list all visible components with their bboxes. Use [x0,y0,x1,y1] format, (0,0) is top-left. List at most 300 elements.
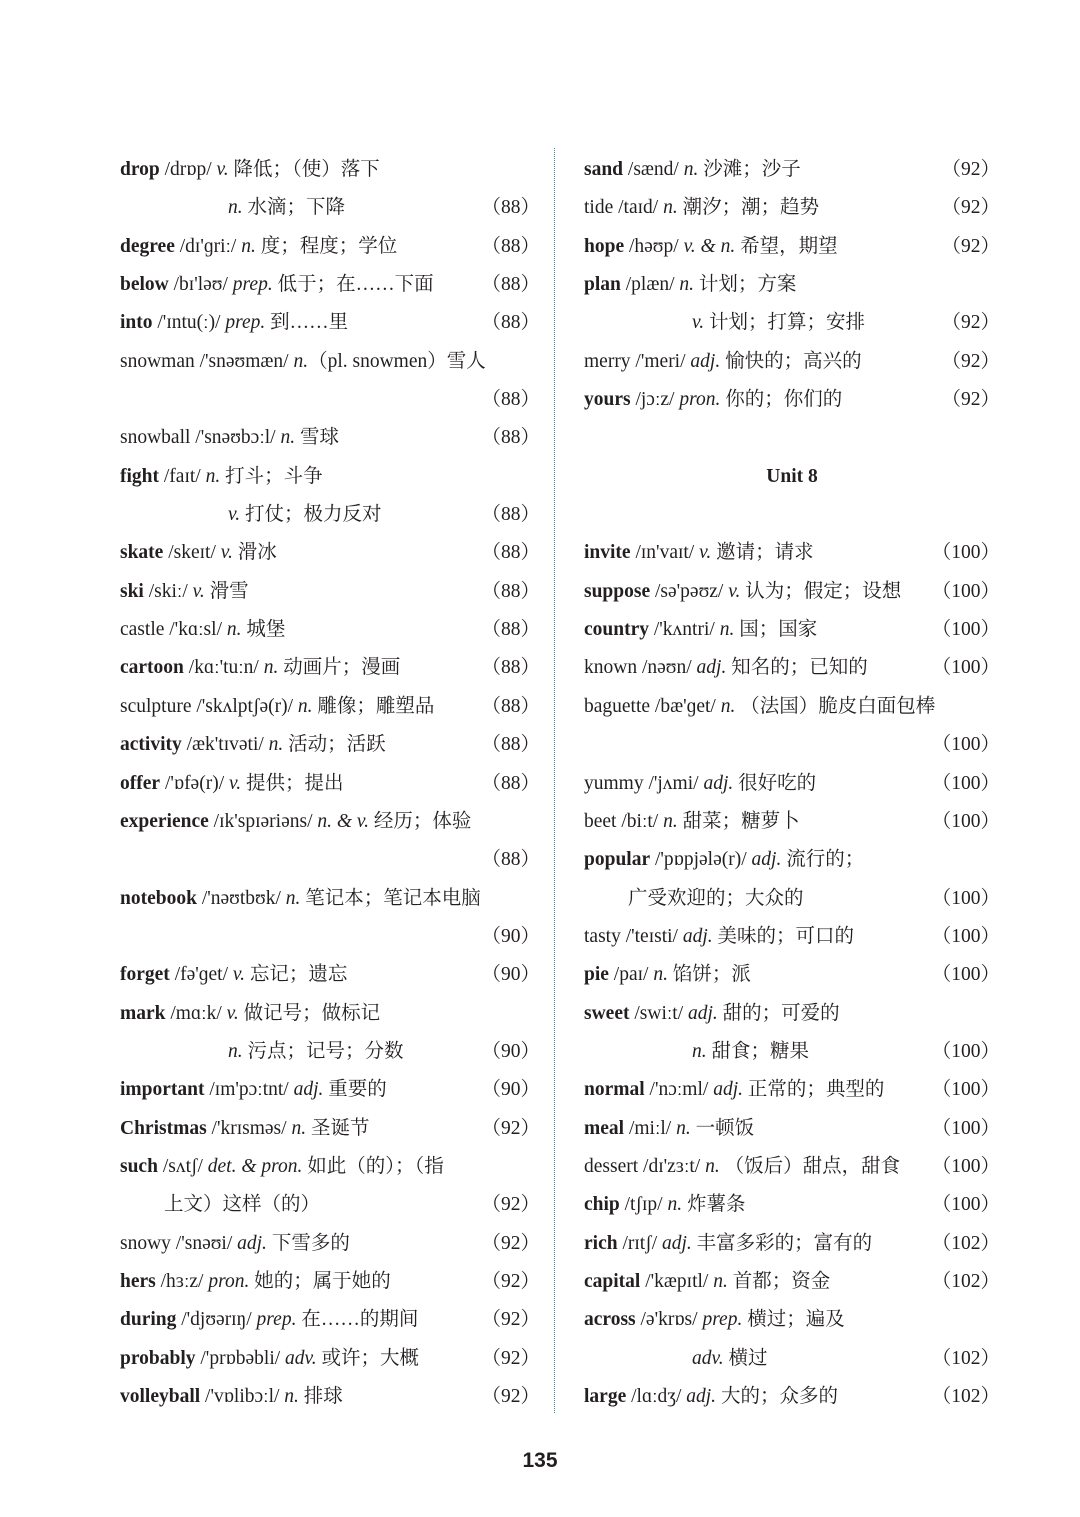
part-of-speech: v. [699,542,712,564]
headword: mark [120,1002,166,1024]
page-reference: （90） [481,964,540,986]
part-of-speech: n. [228,1040,243,1062]
vocab-entry [120,1071,540,1109]
headword: normal [584,1079,645,1101]
page-reference: （102） [931,1232,1000,1254]
pronunciation: /ɪm'pɔːtnt/ [204,1079,294,1101]
vocab-entry [120,1033,540,1071]
part-of-speech: adj. [696,657,727,679]
definition: 正常的；典型的 [742,1079,885,1101]
vocab-entry [120,228,540,266]
vocab-entry [120,534,540,572]
vocab-entry [584,228,1000,266]
column-divider [554,148,555,1413]
vocab-entry [584,381,1000,419]
headword-with-pronunciation: known /nəʊn/ [584,657,697,679]
page-reference: （102） [931,1347,1000,1369]
part-of-speech: adj. [293,1079,324,1101]
pronunciation: /'nəʊtbʊk/ [196,887,286,909]
vocab-entry [584,803,1000,841]
page-reference: （92） [481,1232,540,1254]
vocab-entry [584,880,1000,918]
page-reference: （88） [481,427,540,449]
vocab-entry [120,1378,540,1416]
part-of-speech: n. [226,619,242,641]
page-reference: （100） [931,1117,1000,1139]
definition: （饭后）甜点，甜食 [719,1155,901,1177]
definition: 炸薯条 [682,1194,746,1216]
vocab-entry [584,918,1000,956]
definition: 城堡 [241,619,286,641]
pronunciation: /'vɒlibɔːl/ [200,1386,285,1407]
part-of-speech: pron. [208,1270,250,1292]
page-reference: （100） [931,542,1000,564]
definition: 甜菜；糖萝卜 [677,810,800,832]
definition: 污点；记号；分数 [242,1040,404,1062]
part-of-speech: adj. [713,1079,743,1101]
pronunciation: /'ɪntu(ː)/ [152,312,226,334]
part-of-speech: adj. [237,1232,267,1254]
headword: invite [584,542,631,564]
definition: 经历；体验 [369,810,472,832]
definition: 提供；提出 [241,772,344,794]
vocab-entry [120,343,540,381]
vocab-entry [584,1148,1000,1186]
part-of-speech: adj. [690,350,721,372]
definition: 做记号；做标记 [238,1002,381,1024]
pronunciation: /sə'pəʊz/ [650,580,729,602]
vocab-entry [120,266,540,304]
headword: volleyball [120,1386,201,1407]
headword-with-pronunciation: yummy /'jʌmi/ [584,772,704,794]
part-of-speech: adv. [692,1347,724,1369]
headword: skate [120,542,164,564]
part-of-speech: prep. [232,274,273,296]
part-of-speech: v. [232,964,245,986]
page-reference: （88） [481,619,540,641]
definition: 甜食；糖果 [706,1040,810,1062]
part-of-speech: n. [297,695,313,717]
page-reference: （100） [931,1079,1000,1101]
vocab-entry [584,151,1000,189]
part-of-speech: v. [220,542,233,564]
headword: sand [584,159,624,180]
vocab-entry [584,1071,1000,1109]
definition: 流行的； [781,849,865,871]
headword: experience [120,810,209,832]
vocab-entry [584,1186,1000,1224]
part-of-speech: v. [226,1002,239,1024]
pronunciation: /ə'krɒs/ [635,1309,703,1331]
pronunciation: /ɪk'spɪəriəns/ [208,810,318,832]
pronunciation: /'krɪsməs/ [206,1117,292,1139]
part-of-speech: n. [663,197,678,219]
part-of-speech: n. [263,657,279,679]
definition: （法国）脆皮白面包棒 [735,695,936,717]
page-reference: （92） [481,1117,540,1139]
part-of-speech: v. [728,580,741,602]
vocab-entry [120,1340,540,1378]
vocab-entry [584,1301,1000,1339]
pronunciation: /swiːt/ [629,1002,688,1024]
part-of-speech: prep. [225,312,266,334]
page-reference: （88） [481,849,540,871]
headword: country [584,619,649,641]
headword: notebook [120,887,197,909]
headword: activity [120,734,182,756]
pronunciation: /sænd/ [623,159,684,180]
pronunciation: /sʌtʃ/ [157,1155,208,1177]
headword-with-pronunciation: tasty /'teɪsti/ [584,925,683,947]
headword: plan [584,274,621,296]
definition: 活动；活跃 [283,734,386,756]
pronunciation: /mɑːk/ [165,1002,227,1024]
vocab-entry [120,189,540,227]
pronunciation: /kɑː'tuːn/ [183,657,264,679]
pronunciation: /'kʌntri/ [649,619,720,641]
definition: 横过；遍及 [742,1309,845,1331]
headword: pie [584,964,609,986]
part-of-speech: n. [285,887,301,909]
definition: 雪球 [295,427,339,449]
headword-with-pronunciation: beet /biːt/ [584,810,664,832]
page-reference: （92） [941,350,1000,372]
vocab-entry [120,304,540,342]
vocab-entry [120,726,540,764]
headword: chip [584,1194,620,1216]
headword-with-pronunciation: sculpture /'skʌlptʃə(r)/ [120,695,298,717]
headword: rich [584,1232,618,1254]
definition: 丰富多彩的；富有的 [691,1232,873,1254]
definition: 很好吃的 [733,772,817,794]
vocab-entry [584,534,1000,572]
part-of-speech: n. [228,197,243,219]
page-reference: （100） [931,1194,1000,1216]
vocab-entry [120,381,540,419]
vocab-entry [120,1110,540,1148]
page-reference: （92） [481,1194,540,1216]
vocab-entry [584,1110,1000,1148]
pronunciation: /bɪ'ləʊ/ [168,274,233,296]
pronunciation: /faɪt/ [159,465,206,487]
definition: 认为；假定；设想 [740,580,902,602]
part-of-speech: n. [683,159,699,180]
page-reference: （88） [481,772,540,794]
headword: drop [120,159,160,180]
part-of-speech: n. [713,1270,728,1292]
definition: 她的；属于她的 [249,1270,391,1292]
definition: 邀请；请求 [711,542,814,564]
headword-with-pronunciation: tide /taɪd/ [584,197,664,219]
pronunciation: /skeɪt/ [163,542,221,564]
page-reference: （88） [481,580,540,602]
headword: suppose [584,580,651,602]
page-reference: （102） [931,1270,1000,1292]
page-reference: （88） [481,274,540,296]
definition: 广受欢迎的；大众的 [628,887,804,909]
pronunciation: /jɔːz/ [630,389,680,411]
headword-with-pronunciation: merry /'meri/ [584,350,691,372]
definition: 潮汐；潮；趋势 [677,197,820,219]
vocab-entry [584,726,1000,764]
page-reference: （88） [481,312,540,334]
definition: 下雪多的 [266,1232,350,1254]
page-reference: （92） [941,389,1000,411]
definition: 笔记本；笔记本电脑 [300,887,481,909]
headword: offer [120,772,161,794]
part-of-speech: n. [663,810,678,832]
page-reference: （90） [481,1040,540,1062]
part-of-speech: v. [228,504,241,526]
definition: 美味的；可口的 [712,925,855,947]
page-reference: （92） [941,312,1000,334]
page-reference: （92） [481,1270,540,1292]
definition: 如此（的）；（指 [302,1155,444,1177]
pronunciation: /'djʊərɪŋ/ [176,1309,257,1331]
headword-with-pronunciation: snowball /'snəʊbɔːl/ [120,427,281,449]
part-of-speech: n. [719,619,735,641]
definition: 首都；资金 [727,1270,831,1292]
headword: into [120,312,153,334]
vocab-entry [584,841,1000,879]
pronunciation: /'pɒpjələ(r)/ [650,849,752,871]
part-of-speech: adj. [662,1232,692,1254]
vocab-entry [120,1225,540,1263]
page-reference: （88） [481,389,540,411]
vocab-entry [584,496,1000,534]
pronunciation: /hɜːz/ [155,1270,209,1292]
part-of-speech: n. [679,274,694,296]
page-reference: （88） [481,657,540,679]
vocab-entry [120,688,540,726]
pronunciation: /'prɒbəbli/ [195,1347,286,1369]
vocab-entry [120,1301,540,1339]
page-reference: （102） [931,1386,1000,1407]
definition: 计划；方案 [694,274,797,296]
definition: 到……里 [265,312,349,334]
definition: 雕像；雕塑品 [312,695,435,717]
definition: 或许；大概 [316,1347,420,1369]
part-of-speech: n. [241,235,256,257]
page-reference: （90） [481,925,540,947]
page-reference: （92） [481,1347,540,1369]
definition: 低于；在……下面 [272,274,434,296]
headword: popular [584,849,651,871]
vocab-entry [584,266,1000,304]
page-reference: （92） [481,1386,540,1407]
definition: 滑冰 [232,542,277,564]
definition: 甜的；可爱的 [717,1002,840,1024]
vocab-entry [120,841,540,879]
page-reference: （100） [931,925,1000,947]
pronunciation: /æk'tɪvəti/ [181,734,269,756]
vocab-entry [584,573,1000,611]
part-of-speech: n. [205,465,221,487]
headword: sweet [584,1002,630,1024]
pronunciation: /'kæpɪtl/ [640,1270,714,1292]
page-reference: （88） [481,695,540,717]
definition: 忘记；遗忘 [244,964,348,986]
headword: fight [120,465,159,487]
vocab-entry [120,1148,540,1186]
vocab-entry [584,688,1000,726]
part-of-speech: det. & pron. [207,1155,303,1177]
page-reference: （100） [931,1155,1000,1177]
unit-heading: Unit 8 [766,465,818,487]
part-of-speech: n. [676,1117,691,1139]
definition: 在……的期间 [296,1309,419,1331]
vocab-entry [584,1263,1000,1301]
part-of-speech: adj. [751,849,782,871]
page-number: 135 [522,1449,558,1472]
page-reference: （100） [931,734,1000,756]
part-of-speech: n. [268,734,284,756]
headword: hers [120,1270,156,1292]
headword-with-pronunciation: castle /'kɑːsl/ [120,619,227,641]
part-of-speech: adj. [682,925,713,947]
definition: 圣诞节 [306,1117,370,1139]
page-reference: （90） [481,1079,540,1101]
right-column [584,151,1000,1416]
vocab-entry [584,1378,1000,1416]
pronunciation: /skiː/ [143,580,193,602]
vocab-entry [120,918,540,956]
part-of-speech: adv. [285,1347,317,1369]
part-of-speech: n. [720,695,736,717]
vocab-entry [120,880,540,918]
definition: 打斗；斗争 [220,465,323,487]
vocab-entry [584,343,1000,381]
headword-with-pronunciation: snowman /'snəʊmæn/ [120,350,294,372]
definition: 你的；你们的 [720,389,843,411]
vocab-entry [120,956,540,994]
definition: 国；国家 [734,619,818,641]
headword: ski [120,580,144,602]
definition: 动画片；漫画 [278,657,401,679]
vocab-entry [120,419,540,457]
part-of-speech: v. [216,159,229,180]
vocab-entry [120,1263,540,1301]
vocab-entry [120,1186,540,1224]
part-of-speech: n. [291,1117,307,1139]
vocab-entry [584,419,1000,457]
headword-with-pronunciation: dessert /dɪ'zɜːt/ [584,1155,706,1177]
pronunciation: /tʃɪp/ [619,1194,668,1216]
page-reference: （100） [931,619,1000,641]
vocab-entry [120,458,540,496]
part-of-speech: n. [667,1194,683,1216]
part-of-speech: v. & n. [683,235,736,257]
headword: degree [120,235,175,257]
definition: 沙滩；沙子 [698,159,801,180]
page-reference: （88） [481,235,540,257]
headword: such [120,1155,158,1177]
part-of-speech: prep. [702,1309,743,1331]
part-of-speech: prep. [256,1309,297,1331]
definition: （pl. snowmen）雪人 [308,350,486,372]
definition: 排球 [298,1386,343,1407]
part-of-speech: v. [229,772,242,794]
part-of-speech: n. [653,964,668,986]
definition: 重要的 [323,1079,387,1101]
definition: 知名的；已知的 [726,657,868,679]
headword-with-pronunciation: snowy /'snəʊi/ [120,1232,238,1254]
page-reference: （92） [941,197,1000,219]
pronunciation: /dɪ'ɡriː/ [174,235,242,257]
pronunciation: /plæn/ [620,274,680,296]
page-reference: （100） [931,580,1000,602]
definition: 愉快的；高兴的 [720,350,862,372]
vocab-entry [120,496,540,534]
headword: hope [584,235,625,257]
definition: 馅饼；派 [667,964,751,986]
definition: 度；程度；学位 [255,235,398,257]
page-reference: （88） [481,504,540,526]
vocab-entry [584,611,1000,649]
headword: capital [584,1270,641,1292]
page-reference: （92） [481,1309,540,1331]
headword: important [120,1079,205,1101]
headword: across [584,1309,636,1331]
definition: 降低；（使）落下 [228,159,380,180]
page-reference: （88） [481,542,540,564]
headword: yours [584,389,631,411]
vocab-entry [120,765,540,803]
page-reference: （92） [941,235,1000,257]
definition: 滑雪 [204,580,249,602]
vocab-entry [120,995,540,1033]
vocab-entry [584,995,1000,1033]
page-reference: （100） [931,657,1000,679]
definition: 打仗；极力反对 [240,504,382,526]
pronunciation: /rɪtʃ/ [617,1232,662,1254]
page-reference: （100） [931,1040,1000,1062]
page-reference: （92） [941,159,1000,180]
part-of-speech: adj. [688,1002,718,1024]
part-of-speech: n. [280,427,296,449]
definition: 横过 [723,1347,768,1369]
vocab-entry [584,1225,1000,1263]
vocab-entry [584,956,1000,994]
headword: cartoon [120,657,184,679]
headword: probably [120,1347,196,1369]
headword: during [120,1309,177,1331]
headword: large [584,1386,627,1407]
vocab-entry [120,803,540,841]
definition: 大的；众多的 [716,1386,838,1407]
pronunciation: /'nɔːml/ [644,1079,714,1101]
pronunciation: /miːl/ [624,1117,677,1139]
part-of-speech: n. [284,1386,299,1407]
part-of-speech: adj. [686,1386,717,1407]
headword: meal [584,1117,625,1139]
headword: forget [120,964,170,986]
page-reference: （100） [931,772,1000,794]
definition: 上文）这样（的） [164,1194,321,1216]
part-of-speech: n. & v. [317,810,370,832]
part-of-speech: n. [705,1155,720,1177]
definition: 一顿饭 [690,1117,755,1139]
part-of-speech: v. [692,312,705,334]
vocab-entry [120,611,540,649]
definition: 计划；打算；安排 [704,312,865,334]
part-of-speech: adj. [703,772,734,794]
headword: Christmas [120,1117,207,1139]
pronunciation: /paɪ/ [608,964,654,986]
pronunciation: /ɪn'vaɪt/ [630,542,700,564]
page-reference: （100） [931,964,1000,986]
page-reference: （88） [481,734,540,756]
